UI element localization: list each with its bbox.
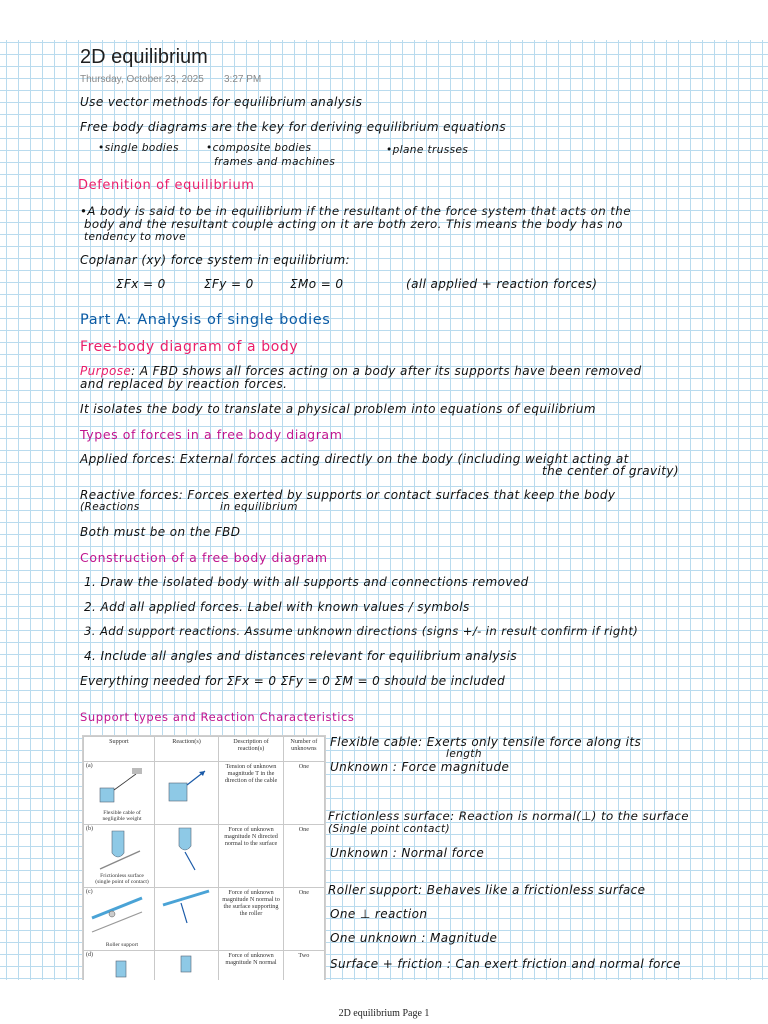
definition-heading: Defenition of equilibrium [78, 178, 255, 193]
row-unknowns: One [283, 825, 324, 888]
equation-fx: ΣFx = 0 [116, 277, 166, 291]
coplanar-text: Coplanar (xy) force system in equilibrium: [80, 253, 350, 267]
surface-figure [84, 825, 155, 888]
row-unknowns: One [283, 888, 324, 951]
types-heading: Types of forces in a free body diagram [80, 427, 343, 442]
support-table [83, 736, 325, 980]
definition-text: tendency to move [84, 231, 186, 243]
construction-step: 4. Include all angles and distances relevant for equilibrium analysis [84, 649, 517, 663]
page-date: Thursday, October 23, 2025 [80, 74, 204, 85]
roller-support-unknown: One unknown : Magnitude [330, 931, 498, 945]
roller-figure [84, 888, 155, 951]
normal-force-diagram [159, 826, 215, 876]
part-a-heading: Part A: Analysis of single bodies [80, 312, 331, 328]
fbd-heading: Free-body diagram of a body [80, 339, 299, 355]
bullet-composite-bodies: •composite bodies [206, 142, 312, 154]
table-row [84, 762, 325, 825]
note-line: Free body diagrams are the key for deriving equilibrium equations [80, 120, 506, 134]
frictionless-text: Frictionless surface: Reaction is normal(⊥) to the surface [328, 809, 689, 823]
table-header: Description of reaction(s) [219, 737, 283, 762]
construction-heading: Construction of a free body diagram [80, 550, 328, 565]
row-caption: Roller support [105, 942, 139, 948]
reactive-forces-text: (Reactions [80, 501, 140, 513]
reactive-forces-text: in equilibrium [220, 501, 298, 513]
flexible-cable-text: Flexible cable: Exerts only tensile force along its [330, 735, 642, 749]
row-tag: (c) [86, 889, 93, 895]
table-row [84, 888, 325, 951]
surface-diagram [86, 829, 148, 873]
roller-diagram [86, 892, 148, 936]
purpose-text [80, 364, 642, 378]
table-header: Reaction(s) [154, 737, 218, 762]
row-caption: Frictionless surface (single point of contact) [95, 873, 149, 885]
roller-support-text: Roller support: Behaves like a frictionless surface [328, 883, 646, 897]
construction-step: 1. Draw the isolated body with all supports and connections removed [84, 575, 529, 589]
surface-friction-text: Surface + friction : Can exert friction and normal force [330, 957, 681, 971]
support-heading: Support types and Reaction Characteristics [80, 710, 355, 724]
notebook-page [0, 40, 768, 980]
table-header: Number of unknowns [283, 737, 324, 762]
bullet-plane-trusses: •plane trusses [386, 144, 469, 156]
row-unknowns: One [283, 762, 324, 825]
row-caption: Flexible cable of negligible weight [102, 810, 142, 822]
reaction-figure [154, 951, 218, 981]
cable-diagram [86, 766, 148, 810]
friction-reaction-diagram [159, 952, 215, 980]
row-unknowns: Two [283, 951, 324, 981]
row-description: Tension of unknown magnitude T in the direction of the cable [219, 762, 283, 825]
table-row [84, 951, 325, 981]
applied-forces-text: the center of gravity) [542, 464, 679, 478]
note-line: Use vector methods for equilibrium analysis [80, 95, 363, 109]
both-text: Both must be on the FBD [80, 525, 241, 539]
friction-figure [84, 951, 155, 981]
friction-diagram [86, 957, 148, 980]
table-header: Support [84, 737, 155, 762]
bullet-frames-machines: frames and machines [214, 156, 336, 168]
purpose-text: and replaced by reaction forces. [80, 377, 288, 391]
support-table-image [82, 735, 326, 980]
construction-step: 2. Add all applied forces. Label with known values / symbols [84, 600, 470, 614]
equation-note: (all applied + reaction forces) [406, 277, 598, 291]
definition-text: •A body is said to be in equilibrium if the resultant of the force system that acts on the [80, 204, 631, 218]
construction-step: 3. Add support reactions. Assume unknown directions (signs +/- in result confirm if right) [84, 624, 639, 638]
row-description: Force of unknown magnitude N normal to the surface supporting the roller [219, 888, 283, 951]
cable-figure [84, 762, 155, 825]
page-footer: 2D equilibrium Page 1 [338, 1008, 430, 1019]
table-row [84, 825, 325, 888]
page-time: 3:27 PM [224, 74, 262, 85]
equation-fy: ΣFy = 0 [204, 277, 254, 291]
flexible-cable-unknown: Unknown : Force magnitude [330, 760, 510, 774]
row-description: Force of unknown magnitude N directed normal to the surface [219, 825, 283, 888]
purpose-label: Purpose [80, 364, 132, 378]
frictionless-text: (Single point contact) [328, 823, 451, 835]
purpose-body: : A FBD shows all forces acting on a body after its supports have been removed [131, 364, 642, 378]
reaction-figure [154, 888, 218, 951]
applied-forces-text: Applied forces: External forces acting directly on the body (including weight acting at [80, 452, 629, 466]
flexible-cable-text: length [446, 748, 482, 760]
isolates-text: It isolates the body to translate a physical problem into equations of equilibrium [80, 402, 596, 416]
row-tag: (a) [86, 763, 93, 769]
row-description: Force of unknown magnitude N normal [219, 951, 283, 981]
frictionless-unknown: Unknown : Normal force [330, 846, 485, 860]
bullet-single-bodies: •single bodies [98, 142, 179, 154]
definition-text: body and the resultant couple acting on it are both zero. This means the body has no [84, 217, 623, 231]
everything-text: Everything needed for ΣFx = 0 ΣFy = 0 ΣM = 0 should be included [80, 674, 506, 688]
reaction-figure [154, 762, 218, 825]
roller-reaction-diagram [159, 889, 215, 939]
page-title[interactable]: 2D equilibrium [80, 46, 208, 68]
equation-mo: ΣMo = 0 [290, 277, 344, 291]
reaction-figure [154, 825, 218, 888]
roller-support-text: One ⊥ reaction [330, 907, 428, 921]
row-tag: (b) [86, 826, 93, 832]
reactive-forces-text: Reactive forces: Forces exerted by supports or contact surfaces that keep the body [80, 488, 616, 502]
tension-diagram [159, 763, 215, 813]
row-tag: (d) [86, 952, 93, 958]
